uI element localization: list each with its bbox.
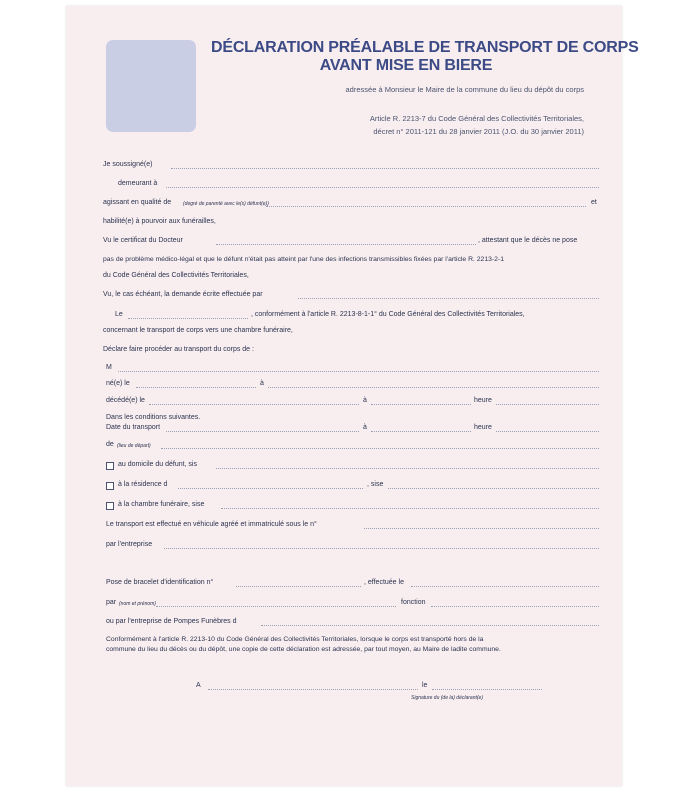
article-reference: Article R. 2213-7 du Code Général des Collectivités Territoriales, bbox=[369, 114, 584, 123]
field-decede-le[interactable] bbox=[149, 397, 359, 405]
form-sheet bbox=[66, 6, 639, 786]
label-heure2: heure bbox=[474, 424, 492, 431]
label-sise1: , sise bbox=[367, 481, 384, 488]
field-fonction[interactable] bbox=[431, 599, 599, 607]
field-lieu-depart[interactable] bbox=[161, 441, 599, 449]
field-date-transport[interactable] bbox=[166, 424, 359, 432]
field-domicile[interactable] bbox=[216, 461, 599, 469]
field-entreprise[interactable] bbox=[164, 541, 599, 549]
label-certificat: Vu le certificat du Docteur bbox=[103, 237, 183, 244]
label-decede-le: décédé(e) le bbox=[106, 397, 145, 404]
form-subtitle: adressée à Monsieur le Maire de la commune du lieu du dépôt du corps bbox=[345, 85, 584, 94]
field-par[interactable] bbox=[156, 599, 396, 607]
field-immatriculation[interactable] bbox=[364, 521, 599, 529]
label-demande: Vu, le cas échéant, la demande écrite effectuée par bbox=[103, 291, 263, 298]
label-sig-a: A bbox=[196, 682, 201, 689]
signature-label: Signature du (de la) déclarant(e) bbox=[411, 695, 483, 701]
field-lieu-transport[interactable] bbox=[371, 424, 471, 432]
label-m: M bbox=[106, 364, 112, 371]
field-lieu-deces[interactable] bbox=[371, 397, 471, 405]
label-habilite: habilité(e) à pourvoir aux funérailles, bbox=[103, 218, 216, 225]
label-et: et bbox=[591, 199, 597, 206]
field-demeurant[interactable] bbox=[166, 180, 599, 188]
label-vehicule: Le transport est effectué en véhicule agréé et immatriculé sous le n° bbox=[106, 521, 317, 528]
field-ne-le[interactable] bbox=[136, 380, 256, 388]
text-code1: du Code Général des Collectivités Territoriales, bbox=[103, 272, 249, 279]
label-a3: à bbox=[363, 424, 367, 431]
label-heure1: heure bbox=[474, 397, 492, 404]
label-effectuee: , effectuée le bbox=[364, 579, 404, 586]
label-chambre: à la chambre funéraire, sise bbox=[118, 501, 205, 508]
checkbox-chambre[interactable] bbox=[106, 502, 114, 510]
text-probleme: pas de problème médico-légal et que le défunt n'était pas atteint par l'une des infections transmissibles fixées par l'article R. 2213-2-1 bbox=[103, 256, 504, 263]
field-sig-le[interactable] bbox=[432, 682, 542, 690]
label-residence: à la résidence d bbox=[118, 481, 168, 488]
text-conformement: , conformément à l'article R. 2213-8-1-1° du Code Général des Collectivités Territoriales, bbox=[251, 311, 525, 318]
field-heure-transport[interactable] bbox=[496, 424, 599, 432]
label-sig-le: le bbox=[422, 682, 428, 689]
label-entreprise: par l'entreprise bbox=[106, 541, 153, 548]
label-fonction: fonction bbox=[401, 599, 426, 606]
field-residence-adresse[interactable] bbox=[388, 481, 599, 489]
label-pompes: ou par l'entreprise de Pompes Funèbres d bbox=[106, 618, 237, 625]
hint-de: (lieu de départ) bbox=[117, 443, 151, 449]
label-a2: à bbox=[363, 397, 367, 404]
field-demande[interactable] bbox=[298, 291, 599, 299]
checkbox-residence[interactable] bbox=[106, 482, 114, 490]
field-heure-deces[interactable] bbox=[496, 397, 599, 405]
decree-reference: décret n° 2011-121 du 28 janvier 2011 (J.O. du 30 janvier 2011) bbox=[373, 127, 584, 136]
label-le: Le bbox=[115, 311, 123, 318]
field-residence[interactable] bbox=[178, 481, 363, 489]
form-title: DÉCLARATION PRÉALABLE DE TRANSPORT DE CORPS bbox=[211, 39, 639, 56]
label-par: par bbox=[106, 599, 117, 606]
form-title-line2: AVANT MISE EN BIERE bbox=[319, 57, 493, 74]
label-a1: à bbox=[260, 380, 264, 387]
label-demeurant: demeurant à bbox=[118, 180, 158, 187]
field-le[interactable] bbox=[128, 311, 248, 319]
hint-par: (nom et prénom) bbox=[119, 601, 156, 607]
text-conditions: Dans les conditions suivantes. bbox=[106, 414, 201, 421]
field-pompes[interactable] bbox=[261, 618, 599, 626]
hint-agissant: (degré de parenté avec le(s) défunt(e)) bbox=[183, 201, 269, 207]
label-bracelet: Pose de bracelet d'identification n° bbox=[106, 579, 214, 586]
label-agissant: agissant en qualité de bbox=[103, 199, 172, 206]
text-declare: Déclare faire procéder au transport du corps de : bbox=[103, 346, 254, 353]
label-domicile: au domicile du défunt, sis bbox=[118, 461, 197, 468]
field-sig-a[interactable] bbox=[208, 682, 418, 690]
label-ne-le: né(e) le bbox=[106, 380, 130, 387]
field-soussigne[interactable] bbox=[171, 161, 599, 169]
text-conclusion1: Conformément à l'article R. 2213-10 du Code Général des Collectivités Territoriales, lorsque le corps est transporté hors de la bbox=[106, 636, 484, 643]
label-soussigne: Je soussigné(e) bbox=[103, 161, 153, 168]
text-conclusion2: commune du lieu du décès ou du dépôt, une copie de cette déclaration est adressée, par tout moyen, au Maire de ladite commune. bbox=[106, 646, 501, 653]
label-date-transport: Date du transport bbox=[106, 424, 161, 431]
field-chambre[interactable] bbox=[221, 501, 599, 509]
label-de: de bbox=[106, 441, 114, 448]
field-docteur[interactable] bbox=[216, 237, 476, 245]
field-lieu-naissance[interactable] bbox=[268, 380, 599, 388]
field-bracelet[interactable] bbox=[236, 579, 361, 587]
field-effectuee[interactable] bbox=[411, 579, 599, 587]
label-attestant: , attestant que le décès ne pose bbox=[478, 237, 578, 244]
photo-placeholder bbox=[106, 40, 196, 132]
checkbox-domicile[interactable] bbox=[106, 462, 114, 470]
field-agissant[interactable] bbox=[266, 199, 586, 207]
text-concernant: concernant le transport de corps vers une chambre funéraire, bbox=[103, 327, 293, 334]
field-m[interactable] bbox=[118, 364, 599, 372]
